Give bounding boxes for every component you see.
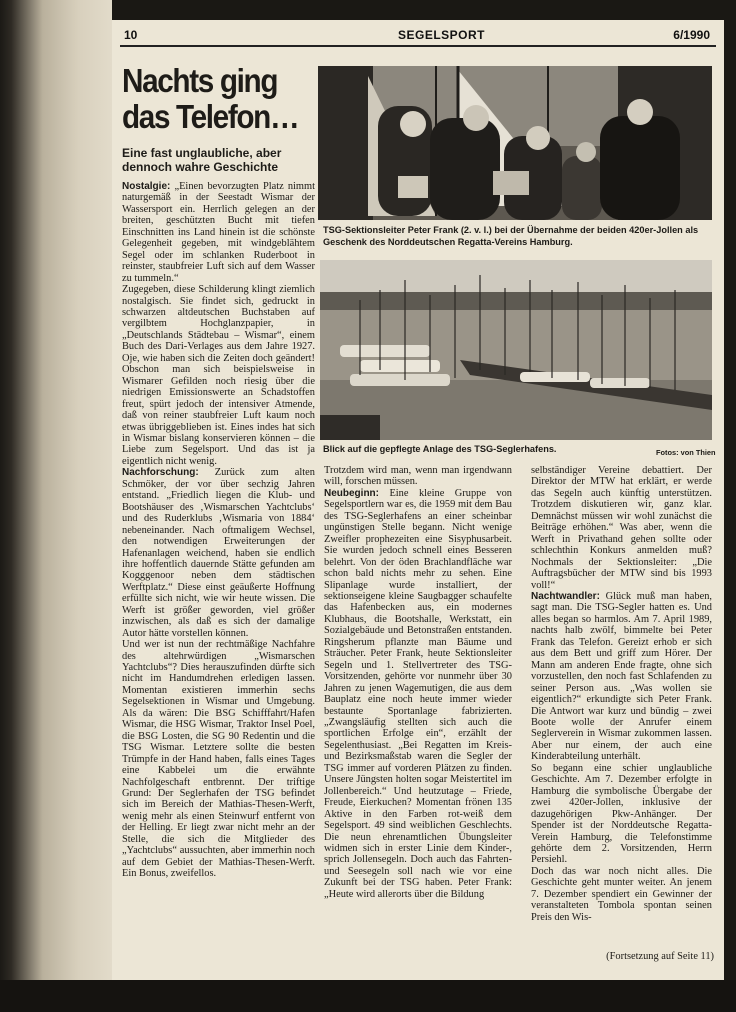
paragraph-keyword: Neubeginn: <box>324 487 379 499</box>
article-paragraph <box>324 465 512 488</box>
article-paragraph <box>122 284 315 467</box>
article-paragraph <box>531 591 712 763</box>
photo-marina <box>320 260 712 440</box>
article-paragraph <box>324 488 512 900</box>
article-paragraph <box>531 763 712 866</box>
paragraph-keyword: Nachforschung: <box>122 467 199 479</box>
paragraph-keyword: Nostalgie: <box>122 181 171 192</box>
continued-note: (Fortsetzung auf Seite 11) <box>606 951 714 962</box>
paragraph-text: Trotzdem wird man, wenn man irgendwann will, forschen müssen. <box>324 465 512 488</box>
paragraph-text: Zugegeben, diese Schilderung klingt ziemlich nostalgisch. Sie findet sich, gedruckt in schwarzen altdeutschen Buchstaben auf vergilbtem Hochglanzpapier, in „Deutschlands Städtebau – Wismar“, einem Buch des Dari-Verlages aus dem Jahre 1927. Oje, wie haben sich die Zeiten doch geändert! Obschon man sich beispielsweise in Wismarer Gefilden noch riesig über die niedrigen Emissionswerte an Schadstoffen freut, spürt jedoch der intensiver Atmende, daß von reiner staubfreier Luft kaum noch etwas übriggeblieben ist. Eines indes hat sich in Wismar bislang konservieren können – die Liebe zum Segelsport. Und das ist ja eigentlich nicht wenig. <box>122 284 315 467</box>
article-paragraph <box>531 866 712 923</box>
header-rule <box>120 45 716 47</box>
article-headline: Nachts ging das Telefon… <box>122 62 299 135</box>
paragraph-text: „Einen bevorzugten Platz nimmt naturgemäß in der Seestadt Wismar der Wassersport ein. Herrlich gelegen an der breiten, geschützten Bucht mit tiefen Einschnitten ins Land hinein ist die schönste Gelegenheit gegeben, mit windgeblähtem Segel oder im schlanken Ruderboot in reinster, staubfreier Luft sich auf dem Wasser zu tummeln.“ <box>122 181 315 284</box>
article-column-3 <box>531 465 712 923</box>
paragraph-keyword: Nachtwandler: <box>531 590 600 602</box>
article-paragraph <box>531 465 712 591</box>
photo-credit: Fotos: von Thien <box>656 448 716 457</box>
article-column-1 <box>122 181 315 880</box>
issue-number: 6/1990 <box>673 28 710 42</box>
magazine-title: SEGELSPORT <box>398 28 486 42</box>
article-paragraph <box>122 181 315 284</box>
page-header <box>120 28 716 44</box>
paragraph-text: Glück muß man haben, sagt man. Die TSG-Segler hatten es. Und alles began so harmlos. Am 7. April 1989, nachts halb zwölf, bimmelte bei Peter Frank das Telefon. Gereizt erhob er sich aus dem Bett und griff zum Hörer. Der Mann am anderen Ende fragte, ohne sich vorzustellen, den noch fast Schlafenden zu seiner Person aus. „Was wollen sie eigentlich?“ erkundigte sich Peter Frank. Die Antwort war kurz und bündig – zwei Boote wolle der Anrufer einem Seglerverein in Wismar zukommen lassen. Aber nur einem, der auch eine Kinderabteilung unterhält. <box>531 590 712 763</box>
article-paragraph <box>122 639 315 880</box>
article-paragraph <box>122 467 315 639</box>
photo-boat-handover <box>318 66 712 220</box>
paragraph-text: Eine kleine Gruppe von Segelsportlern war es, die 1959 mit dem Bau des TSG-Seglerhafens an einer scheinbar ungünstigen Stelle begann. Nicht wenige Zweifler prophezeiten eine Sisyphusarbeit. Sie wurden jedoch schnell eines Besseren belehrt. Von der öden Brachlandfläche war schon bald nichts mehr zu sehen. Eine Slipanlage wurde installiert, der sektionseigene kleine Saugbagger schaufelte das Hafenbecken aus, ein modernes Klubhaus, die Bootshalle, Werkstatt, ein Sozialgebäude und Betonstraßen entstanden. Ringsherum pflanzte man Bäume und Sträucher. Peter Frank, heute Sektionsleiter Segeln und 1. Stellvertreter des TSG-Vorsitzenden, gehörte vor nunmehr über 30 Jahren zu jenen Wagemutigen, die aus dem Bauplatz eine noch heute immer wieder bestaunte Sportanlage fabrizierten. „Zwangsläufig stellten sich auch die sportlichen Erfolge ein“, erzählt der Segelenthusiast. „Bei Regatten im Kreis- und Bezirksmaßstab waren die Segler der TSG immer auf vorderen Plätzen zu finden. Unsere Jüngsten holten sogar Meistertitel im Jollenbereich.“ Und heutzutage – Friede, Freude, Eierkuchen? Momentan frönen 135 Aktive in den Farben rot-weiß dem Segelsport. 49 sind weiblichen Geschlechts. Die neun ehrenamtlichen Übungsleiter widmen sich in erster Linie dem Kinder-, sprich Jollensegeln. Doch auch das Fahrten- und Seesegeln soll nach wie vor eine Zukunft bei der TSG haben. Peter Frank: „Heute wird allerorts über die Bildung <box>324 487 512 900</box>
scan-edge-bottom <box>0 980 736 1012</box>
article-column-2 <box>324 465 512 900</box>
paragraph-text: So begann eine schier unglaubliche Geschichte. Am 7. Dezember erfolgte in Hamburg die symbolische Übergabe der zwei 420er-Jollen, inklusive der dazugehörigen Pkw-Anhänger. Der Spender ist der Norddeutsche Regatta-Verein Hamburg, die Telefonstimme gehörte dem 2. Vorsitzenden, Herrn Persiehl. <box>531 762 712 866</box>
paragraph-text: selbständiger Vereine debattiert. Der Direktor der MTW hat erklärt, er werde das Segeln auch künftig unterstützen. Trotzdem diskutieren wir, ganz klar. Demnächst müssen wir wohl zunächst die Beiträge erhöhen.“ Was aber, wenn die Werft in Privathand gehen sollte oder schlechthin Konkurs anmelden muß? Nochmals der Sektionsleiter: „Die Auftragsbücher der MTW sind bis 1993 voll!“ <box>531 465 712 591</box>
paragraph-text: Und wer ist nun der rechtmäßige Nachfahre des altehrwürdigen „Wismarschen Yachtclubs“? Dies herauszufinden dürfte sich nicht im Handumdrehen erledigen lassen. Momentan existieren immerhin sechs Segelsektionen in Wismar und Umgebung. Als da wären: Die BSG Schifffahrt/Hafen Wismar, die HSG Wismar, Traktor Insel Poel, die BSG Losten, die SG 90 Redentin und die TSG Wismar. Letztere sollte die besten Trümpfe in der Hand haben, falls eines Tages eine Kabbelei um die erwähnte Nachfolgeschaft entbrennt. Der triftige Grund: Der Seglerhafen der TSG befindet sich im Bereich der Mathias-Thesen-Werft, wenig mehr als einen Steinwurf entfernt von der Helling. Er liegt zwar nicht mehr an der Stelle, die sich die Mitglieder des „Yachtclubs“ aussuchten, aber immerhin noch auf dem Gebiet der Mathias-Thesen-Werft. Ein Bonus, zweifellos. <box>122 639 315 880</box>
paragraph-text: Zurück zum alten Schmöker, der vor über sechzig Jahren entstand. „Friedlich liegen die Klub- und Bootshäuser des ‚Wismarschen Yachtclubs‘ und des Ruderklubs ‚Wismaria von 1884‘ nebeneinander. Nach oftmaligem Wechsel, den notwendigen Erweiterungen der Hafenanlagen weichend, haben sie endlich ihre hoffentlich dauernde Stätte gefunden am Kogggenoor neben dem städtischen Werftplatz.“ Diese einst geäußerte Hoffnung erfüllte sich nicht, wie wir heute wissen. Die Werft ist größer geworden, viel größer inzwischen, als daß es sich der damalige Autor hätte vorstellen können. <box>122 467 315 639</box>
article-subhead: Eine fast unglaubliche, aber dennoch wahre Geschichte <box>122 146 282 174</box>
photo-caption-top: TSG-Sektionsleiter Peter Frank (2. v. l.) bei der Übernahme der beiden 420er-Jollen als Geschenk des Norddeutschen Regatta-Vereins Hamburg. <box>323 225 699 247</box>
photo-caption-bottom: Blick auf die gepflegte Anlage des TSG-Seglerhafens. <box>323 444 557 454</box>
book-binding <box>0 0 112 1012</box>
scan-edge-right <box>724 0 736 1012</box>
page-number: 10 <box>124 28 138 42</box>
paragraph-text: Doch das war noch nicht alles. Die Geschichte geht munter weiter. An jenem 7. Dezember spendiert ein Gewinner der veranstalteten Tombola spontan seinen Preis den Wis- <box>531 865 712 923</box>
